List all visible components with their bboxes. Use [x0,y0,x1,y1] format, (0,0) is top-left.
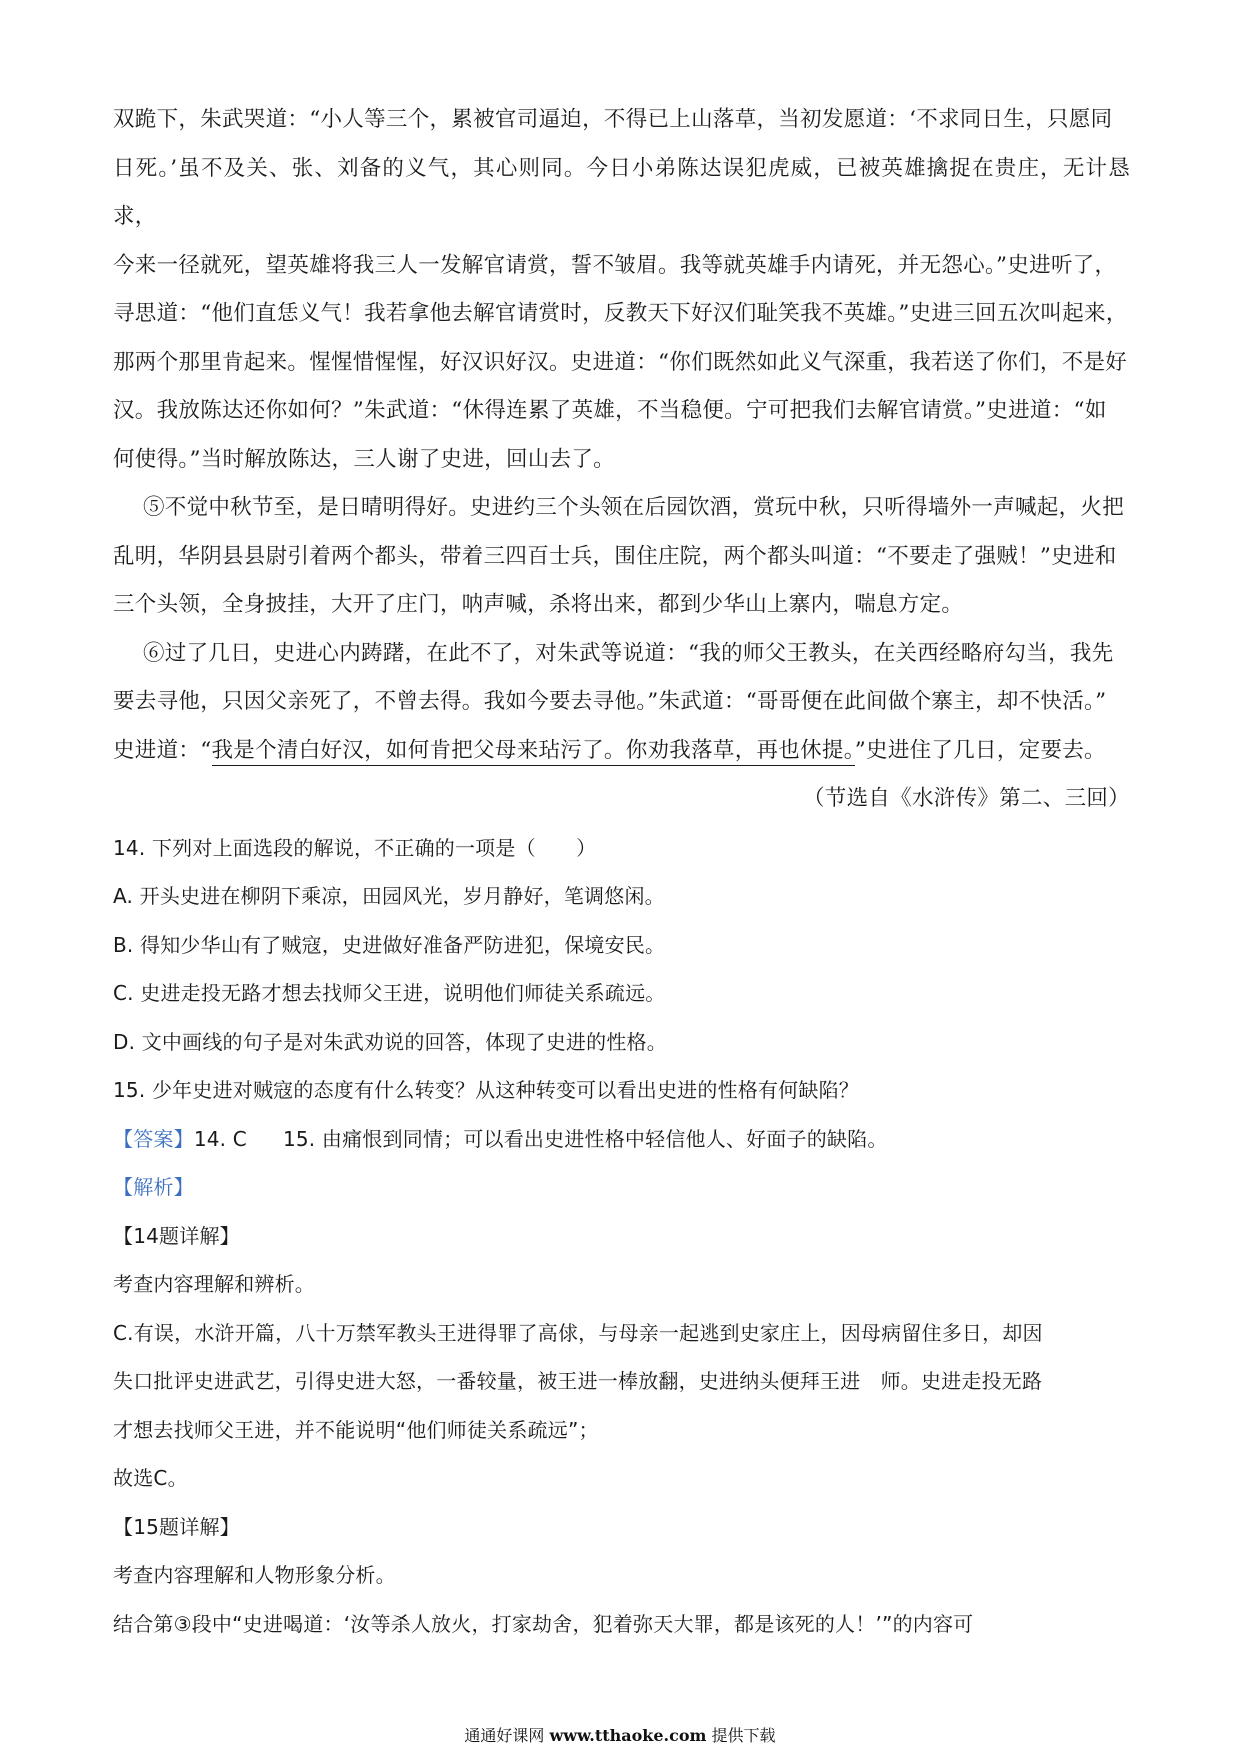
footer-site-name: 通通好课网 [464,1726,545,1745]
option-c: C. 史进走投无路才想去找师父王进，说明他们师徒关系疏远。 [113,981,666,1005]
analysis-text: 考查内容理解和人物形象分析。 [113,1563,396,1587]
document-page [113,96,1130,1648]
option-d: D. 文中画线的句子是对朱武劝说的回答，体现了史进的性格。 [113,1029,667,1054]
text-line: 乱明，华阴县县尉引着两个都头，带着三四百士兵，围住庄院，两个都头叫道：“不要走了强贼！”史进和 [113,543,1117,569]
option-b: B. 得知少华山有了贼寇，史进做好准备严防进犯，保境安民。 [113,932,666,957]
text-fragment: 史进道：“ [113,737,212,763]
text-line [113,727,1130,776]
analysis-text: C.有误，水浒开篇，八十万禁军教头王进得罪了高俅，与母亲一起逃到史家庄上，因母病留住多日，却因 [113,1320,1043,1345]
text-line: 汉。我放陈达还你如何？”朱武道：“休得连累了英雄，不当稳便。宁可把我们去解官请赏。”史进道：“如 [113,398,1107,423]
passage-paragraph-1 [113,96,1130,484]
option-a: A. 开头史进在柳阴下乘凉，田园风光，岁月静好，笔调悠闲。 [113,884,665,908]
question-15-stem: 15. 少年史进对贼寇的态度有什么转变？从这种转变可以看出史进的性格有何缺陷？ [113,1078,859,1102]
passage-source: （节选自《水浒传》第二、三回） [802,786,1130,811]
text-line: 今来一径就死，望英雄将我三人一发解官请赏，誓不皱眉。我等就英雄手内请死，并无怨心。”史进听了， [113,252,1117,278]
answer-tag: 【答案】 [113,1126,194,1151]
text-line: 何使得。”当时解放陈达，三人谢了史进，回山去了。 [113,446,615,472]
text-line: 日死。’虽不及关、张、刘备的义气，其心则同。今日小弟陈达误犯虎威，已被英雄擒捉在贵庄，无计恳求， [113,155,1130,229]
footer-suffix: 提供下载 [711,1726,776,1745]
text-line: ⑤不觉中秋节至，是日晴明得好。史进约三个头领在后园饮酒，赏玩中秋，只听得墙外一声喊起，火把 [143,495,1125,520]
analysis-15-heading: 【15题详解】 [113,1514,240,1539]
analysis-text: 才想去找师父王进，并不能说明“他们师徒关系疏远”； [113,1417,599,1442]
footer-url[interactable]: www.tthaoke.com [549,1726,707,1745]
analysis-14-heading: 【14题详解】 [113,1223,240,1248]
passage-paragraph-6 [113,630,1130,776]
question-14-stem: 14. 下列对上面选段的解说，不正确的一项是（ ） [113,835,597,860]
passage-paragraph-5 [113,484,1130,630]
text-line: 要去寻他，只因父亲死了，不曾去得。我如今要去寻他。”朱武道：“哥哥便在此间做个寨主，却不快活。” [113,689,1107,714]
text-line: 双跪下，朱武哭道：“小人等三个，累被官司逼迫，不得已上山落草，当初发愿道：‘不求同日生，只愿同 [113,107,1113,132]
underlined-sentence: 我是个清白好汉，如何肯把父母来玷污了。你劝我落草，再也休提。 [212,738,855,766]
text-line: 寻思道：“他们直恁义气！我若拿他去解官请赏时，反教天下好汉们耻笑我不英雄。”史进三回五次叫起来， [113,301,1128,326]
answer-15: 15. 由痛恨到同情；可以看出史进性格中轻信他人、好面子的缺陷。 [282,1126,888,1151]
text-fragment: ”史进住了几日，定要去。 [854,737,1106,763]
analysis-text: 失口批评史进武艺，引得史进大怒，一番较量，被王进一棒放翻，史进纳头便拜王进 师。史进走投无路 [113,1369,1043,1393]
analysis-text: 结合第③段中“史进喝道：‘汝等杀人放火，打家劫舍，犯着弥天大罪，都是该死的人！’”的内容可 [113,1611,974,1636]
analysis-text: 故选C。 [113,1466,188,1490]
page-footer [0,1723,1240,1746]
text-line: ⑥过了几日，史进心内踌躇，在此不了，对朱武等说道：“我的师父王教头，在关西经略府勾当，我先 [143,640,1114,666]
text-line: 三个头领，全身披挂，大开了庄门，呐声喊，杀将出来，都到少华山上寨内，喘息方定。 [113,592,964,617]
analysis-tag: 【解析】 [113,1175,194,1199]
answer-14: 14. C [193,1126,247,1151]
text-line: 那两个那里肯起来。惺惺惜惺惺，好汉识好汉。史进道：“你们既然如此义气深重，我若送了你们，不是好 [113,349,1128,375]
analysis-text: 考查内容理解和辨析。 [113,1272,315,1296]
answer-line [113,1115,1130,1164]
